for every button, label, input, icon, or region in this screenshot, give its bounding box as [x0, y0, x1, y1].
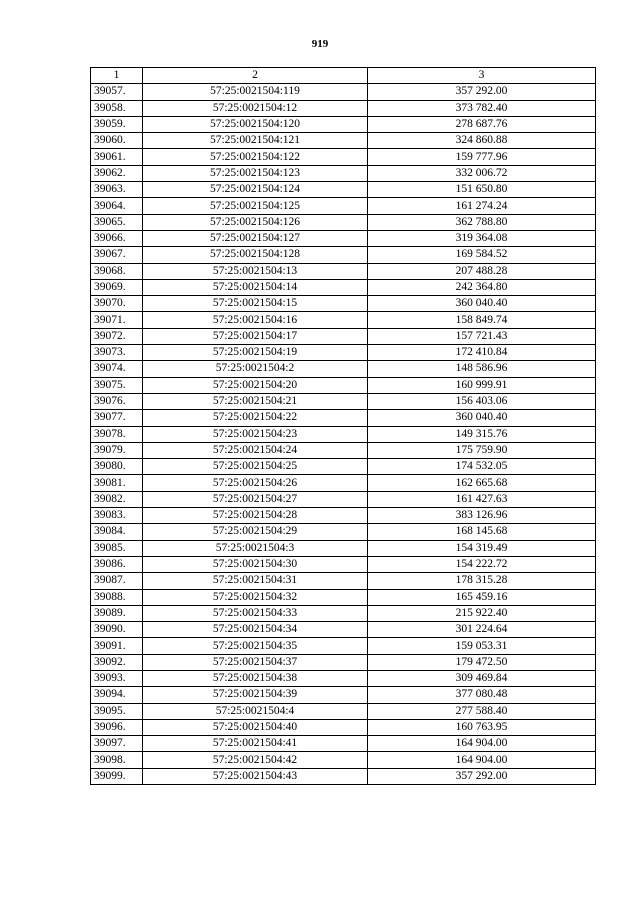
table-row — [91, 524, 596, 540]
table-row — [91, 605, 596, 621]
row-number: 39086. — [91, 556, 143, 572]
cadastral-value: 360 040.40 — [368, 296, 596, 312]
cadastral-value: 175 759.90 — [368, 442, 596, 458]
row-number: 39097. — [91, 736, 143, 752]
table-row — [91, 752, 596, 768]
row-number: 39068. — [91, 263, 143, 279]
cadastral-value: 332 006.72 — [368, 165, 596, 181]
cadastral-number: 57:25:0021504:14 — [143, 279, 368, 295]
table-row — [91, 426, 596, 442]
cadastral-value: 165 459.16 — [368, 589, 596, 605]
cadastral-value: 160 763.95 — [368, 719, 596, 735]
cadastral-value: 357 292.00 — [368, 84, 596, 100]
table-row — [91, 312, 596, 328]
row-number: 39072. — [91, 328, 143, 344]
row-number: 39079. — [91, 442, 143, 458]
row-number: 39069. — [91, 279, 143, 295]
cadastral-number: 57:25:0021504:120 — [143, 116, 368, 132]
cadastral-number: 57:25:0021504:125 — [143, 198, 368, 214]
table-row — [91, 622, 596, 638]
row-number: 39065. — [91, 214, 143, 230]
cadastral-value: 162 665.68 — [368, 475, 596, 491]
cadastral-value: 215 922.40 — [368, 605, 596, 621]
cadastral-value: 168 145.68 — [368, 524, 596, 540]
row-number: 39073. — [91, 345, 143, 361]
table-row — [91, 345, 596, 361]
cadastral-value: 373 782.40 — [368, 100, 596, 116]
table-row — [91, 279, 596, 295]
cadastral-value: 159 777.96 — [368, 149, 596, 165]
cadastral-value: 149 315.76 — [368, 426, 596, 442]
row-number: 39060. — [91, 133, 143, 149]
row-number: 39057. — [91, 84, 143, 100]
cadastral-number: 57:25:0021504:31 — [143, 573, 368, 589]
table-row — [91, 589, 596, 605]
cadastral-value: 360 040.40 — [368, 410, 596, 426]
cadastral-number: 57:25:0021504:35 — [143, 638, 368, 654]
row-number: 39067. — [91, 247, 143, 263]
cadastral-value: 164 904.00 — [368, 752, 596, 768]
column-header-2: 2 — [143, 68, 368, 84]
table-row — [91, 540, 596, 556]
cadastral-value: 161 427.63 — [368, 491, 596, 507]
row-number: 39066. — [91, 230, 143, 246]
cadastral-value: 324 860.88 — [368, 133, 596, 149]
cadastral-value: 377 080.48 — [368, 687, 596, 703]
table-row — [91, 263, 596, 279]
table-row — [91, 247, 596, 263]
cadastral-value: 179 472.50 — [368, 654, 596, 670]
table-row — [91, 328, 596, 344]
cadastral-value: 242 364.80 — [368, 279, 596, 295]
cadastral-value: 156 403.06 — [368, 393, 596, 409]
table-row — [91, 165, 596, 181]
table-row — [91, 149, 596, 165]
table-row — [91, 198, 596, 214]
row-number: 39071. — [91, 312, 143, 328]
cadastral-value: 151 650.80 — [368, 182, 596, 198]
cadastral-value-table — [90, 67, 596, 785]
row-number: 39093. — [91, 670, 143, 686]
cadastral-number: 57:25:0021504:17 — [143, 328, 368, 344]
table-row — [91, 508, 596, 524]
row-number: 39090. — [91, 622, 143, 638]
cadastral-value: 357 292.00 — [368, 768, 596, 784]
table-row — [91, 736, 596, 752]
table-row — [91, 459, 596, 475]
cadastral-number: 57:25:0021504:34 — [143, 622, 368, 638]
cadastral-value: 301 224.64 — [368, 622, 596, 638]
cadastral-value: 172 410.84 — [368, 345, 596, 361]
cadastral-number: 57:25:0021504:4 — [143, 703, 368, 719]
table-row — [91, 475, 596, 491]
cadastral-number: 57:25:0021504:119 — [143, 84, 368, 100]
cadastral-number: 57:25:0021504:26 — [143, 475, 368, 491]
row-number: 39061. — [91, 149, 143, 165]
cadastral-number: 57:25:0021504:127 — [143, 230, 368, 246]
cadastral-number: 57:25:0021504:124 — [143, 182, 368, 198]
cadastral-value: 157 721.43 — [368, 328, 596, 344]
table-row — [91, 393, 596, 409]
cadastral-value: 154 222.72 — [368, 556, 596, 572]
row-number: 39074. — [91, 361, 143, 377]
table-row — [91, 410, 596, 426]
row-number: 39083. — [91, 508, 143, 524]
row-number: 39081. — [91, 475, 143, 491]
cadastral-value: 160 999.91 — [368, 377, 596, 393]
row-number: 39089. — [91, 605, 143, 621]
row-number: 39098. — [91, 752, 143, 768]
table-row — [91, 214, 596, 230]
row-number: 39063. — [91, 182, 143, 198]
cadastral-value: 207 488.28 — [368, 263, 596, 279]
row-number: 39088. — [91, 589, 143, 605]
row-number: 39095. — [91, 703, 143, 719]
table-row — [91, 687, 596, 703]
row-number: 39064. — [91, 198, 143, 214]
cadastral-value: 169 584.52 — [368, 247, 596, 263]
row-number: 39094. — [91, 687, 143, 703]
row-number: 39076. — [91, 393, 143, 409]
table-row — [91, 377, 596, 393]
cadastral-value: 383 126.96 — [368, 508, 596, 524]
row-number: 39080. — [91, 459, 143, 475]
cadastral-value: 164 904.00 — [368, 736, 596, 752]
column-header-3: 3 — [368, 68, 596, 84]
cadastral-number: 57:25:0021504:24 — [143, 442, 368, 458]
cadastral-number: 57:25:0021504:39 — [143, 687, 368, 703]
row-number: 39092. — [91, 654, 143, 670]
row-number: 39085. — [91, 540, 143, 556]
cadastral-value: 161 274.24 — [368, 198, 596, 214]
table-row — [91, 719, 596, 735]
table-row — [91, 116, 596, 132]
table-header-row — [91, 68, 596, 84]
table-row — [91, 638, 596, 654]
cadastral-value: 158 849.74 — [368, 312, 596, 328]
row-number: 39070. — [91, 296, 143, 312]
page-number: 919 — [311, 38, 329, 50]
table-row — [91, 768, 596, 784]
cadastral-number: 57:25:0021504:15 — [143, 296, 368, 312]
row-number: 39062. — [91, 165, 143, 181]
cadastral-value: 178 315.28 — [368, 573, 596, 589]
cadastral-value: 277 588.40 — [368, 703, 596, 719]
cadastral-value: 319 364.08 — [368, 230, 596, 246]
row-number: 39096. — [91, 719, 143, 735]
cadastral-number: 57:25:0021504:42 — [143, 752, 368, 768]
row-number: 39077. — [91, 410, 143, 426]
cadastral-number: 57:25:0021504:22 — [143, 410, 368, 426]
cadastral-number: 57:25:0021504:41 — [143, 736, 368, 752]
cadastral-value: 159 053.31 — [368, 638, 596, 654]
row-number: 39058. — [91, 100, 143, 116]
table-row — [91, 230, 596, 246]
cadastral-number: 57:25:0021504:16 — [143, 312, 368, 328]
table-body — [91, 84, 596, 785]
row-number: 39082. — [91, 491, 143, 507]
cadastral-number: 57:25:0021504:3 — [143, 540, 368, 556]
cadastral-number: 57:25:0021504:38 — [143, 670, 368, 686]
cadastral-number: 57:25:0021504:32 — [143, 589, 368, 605]
table-row — [91, 182, 596, 198]
cadastral-number: 57:25:0021504:28 — [143, 508, 368, 524]
row-number: 39091. — [91, 638, 143, 654]
table-row — [91, 361, 596, 377]
cadastral-number: 57:25:0021504:19 — [143, 345, 368, 361]
table-row — [91, 573, 596, 589]
cadastral-number: 57:25:0021504:123 — [143, 165, 368, 181]
cadastral-value: 154 319.49 — [368, 540, 596, 556]
table-row — [91, 442, 596, 458]
cadastral-number: 57:25:0021504:30 — [143, 556, 368, 572]
row-number: 39084. — [91, 524, 143, 540]
cadastral-number: 57:25:0021504:126 — [143, 214, 368, 230]
row-number: 39087. — [91, 573, 143, 589]
table-row — [91, 84, 596, 100]
cadastral-value: 278 687.76 — [368, 116, 596, 132]
table-row — [91, 703, 596, 719]
cadastral-number: 57:25:0021504:23 — [143, 426, 368, 442]
cadastral-number: 57:25:0021504:121 — [143, 133, 368, 149]
cadastral-number: 57:25:0021504:21 — [143, 393, 368, 409]
cadastral-number: 57:25:0021504:43 — [143, 768, 368, 784]
cadastral-number: 57:25:0021504:128 — [143, 247, 368, 263]
table-row — [91, 100, 596, 116]
table-row — [91, 133, 596, 149]
row-number: 39075. — [91, 377, 143, 393]
cadastral-number: 57:25:0021504:122 — [143, 149, 368, 165]
cadastral-number: 57:25:0021504:27 — [143, 491, 368, 507]
cadastral-number: 57:25:0021504:29 — [143, 524, 368, 540]
cadastral-number: 57:25:0021504:40 — [143, 719, 368, 735]
table-row — [91, 296, 596, 312]
cadastral-number: 57:25:0021504:25 — [143, 459, 368, 475]
cadastral-number: 57:25:0021504:33 — [143, 605, 368, 621]
column-header-1: 1 — [91, 68, 143, 84]
row-number: 39059. — [91, 116, 143, 132]
table-row — [91, 556, 596, 572]
table-row — [91, 491, 596, 507]
table-row — [91, 670, 596, 686]
row-number: 39099. — [91, 768, 143, 784]
cadastral-value: 362 788.80 — [368, 214, 596, 230]
cadastral-value: 174 532.05 — [368, 459, 596, 475]
cadastral-number: 57:25:0021504:20 — [143, 377, 368, 393]
cadastral-value: 148 586.96 — [368, 361, 596, 377]
cadastral-number: 57:25:0021504:12 — [143, 100, 368, 116]
cadastral-number: 57:25:0021504:2 — [143, 361, 368, 377]
cadastral-number: 57:25:0021504:37 — [143, 654, 368, 670]
table-row — [91, 654, 596, 670]
cadastral-value: 309 469.84 — [368, 670, 596, 686]
cadastral-number: 57:25:0021504:13 — [143, 263, 368, 279]
row-number: 39078. — [91, 426, 143, 442]
